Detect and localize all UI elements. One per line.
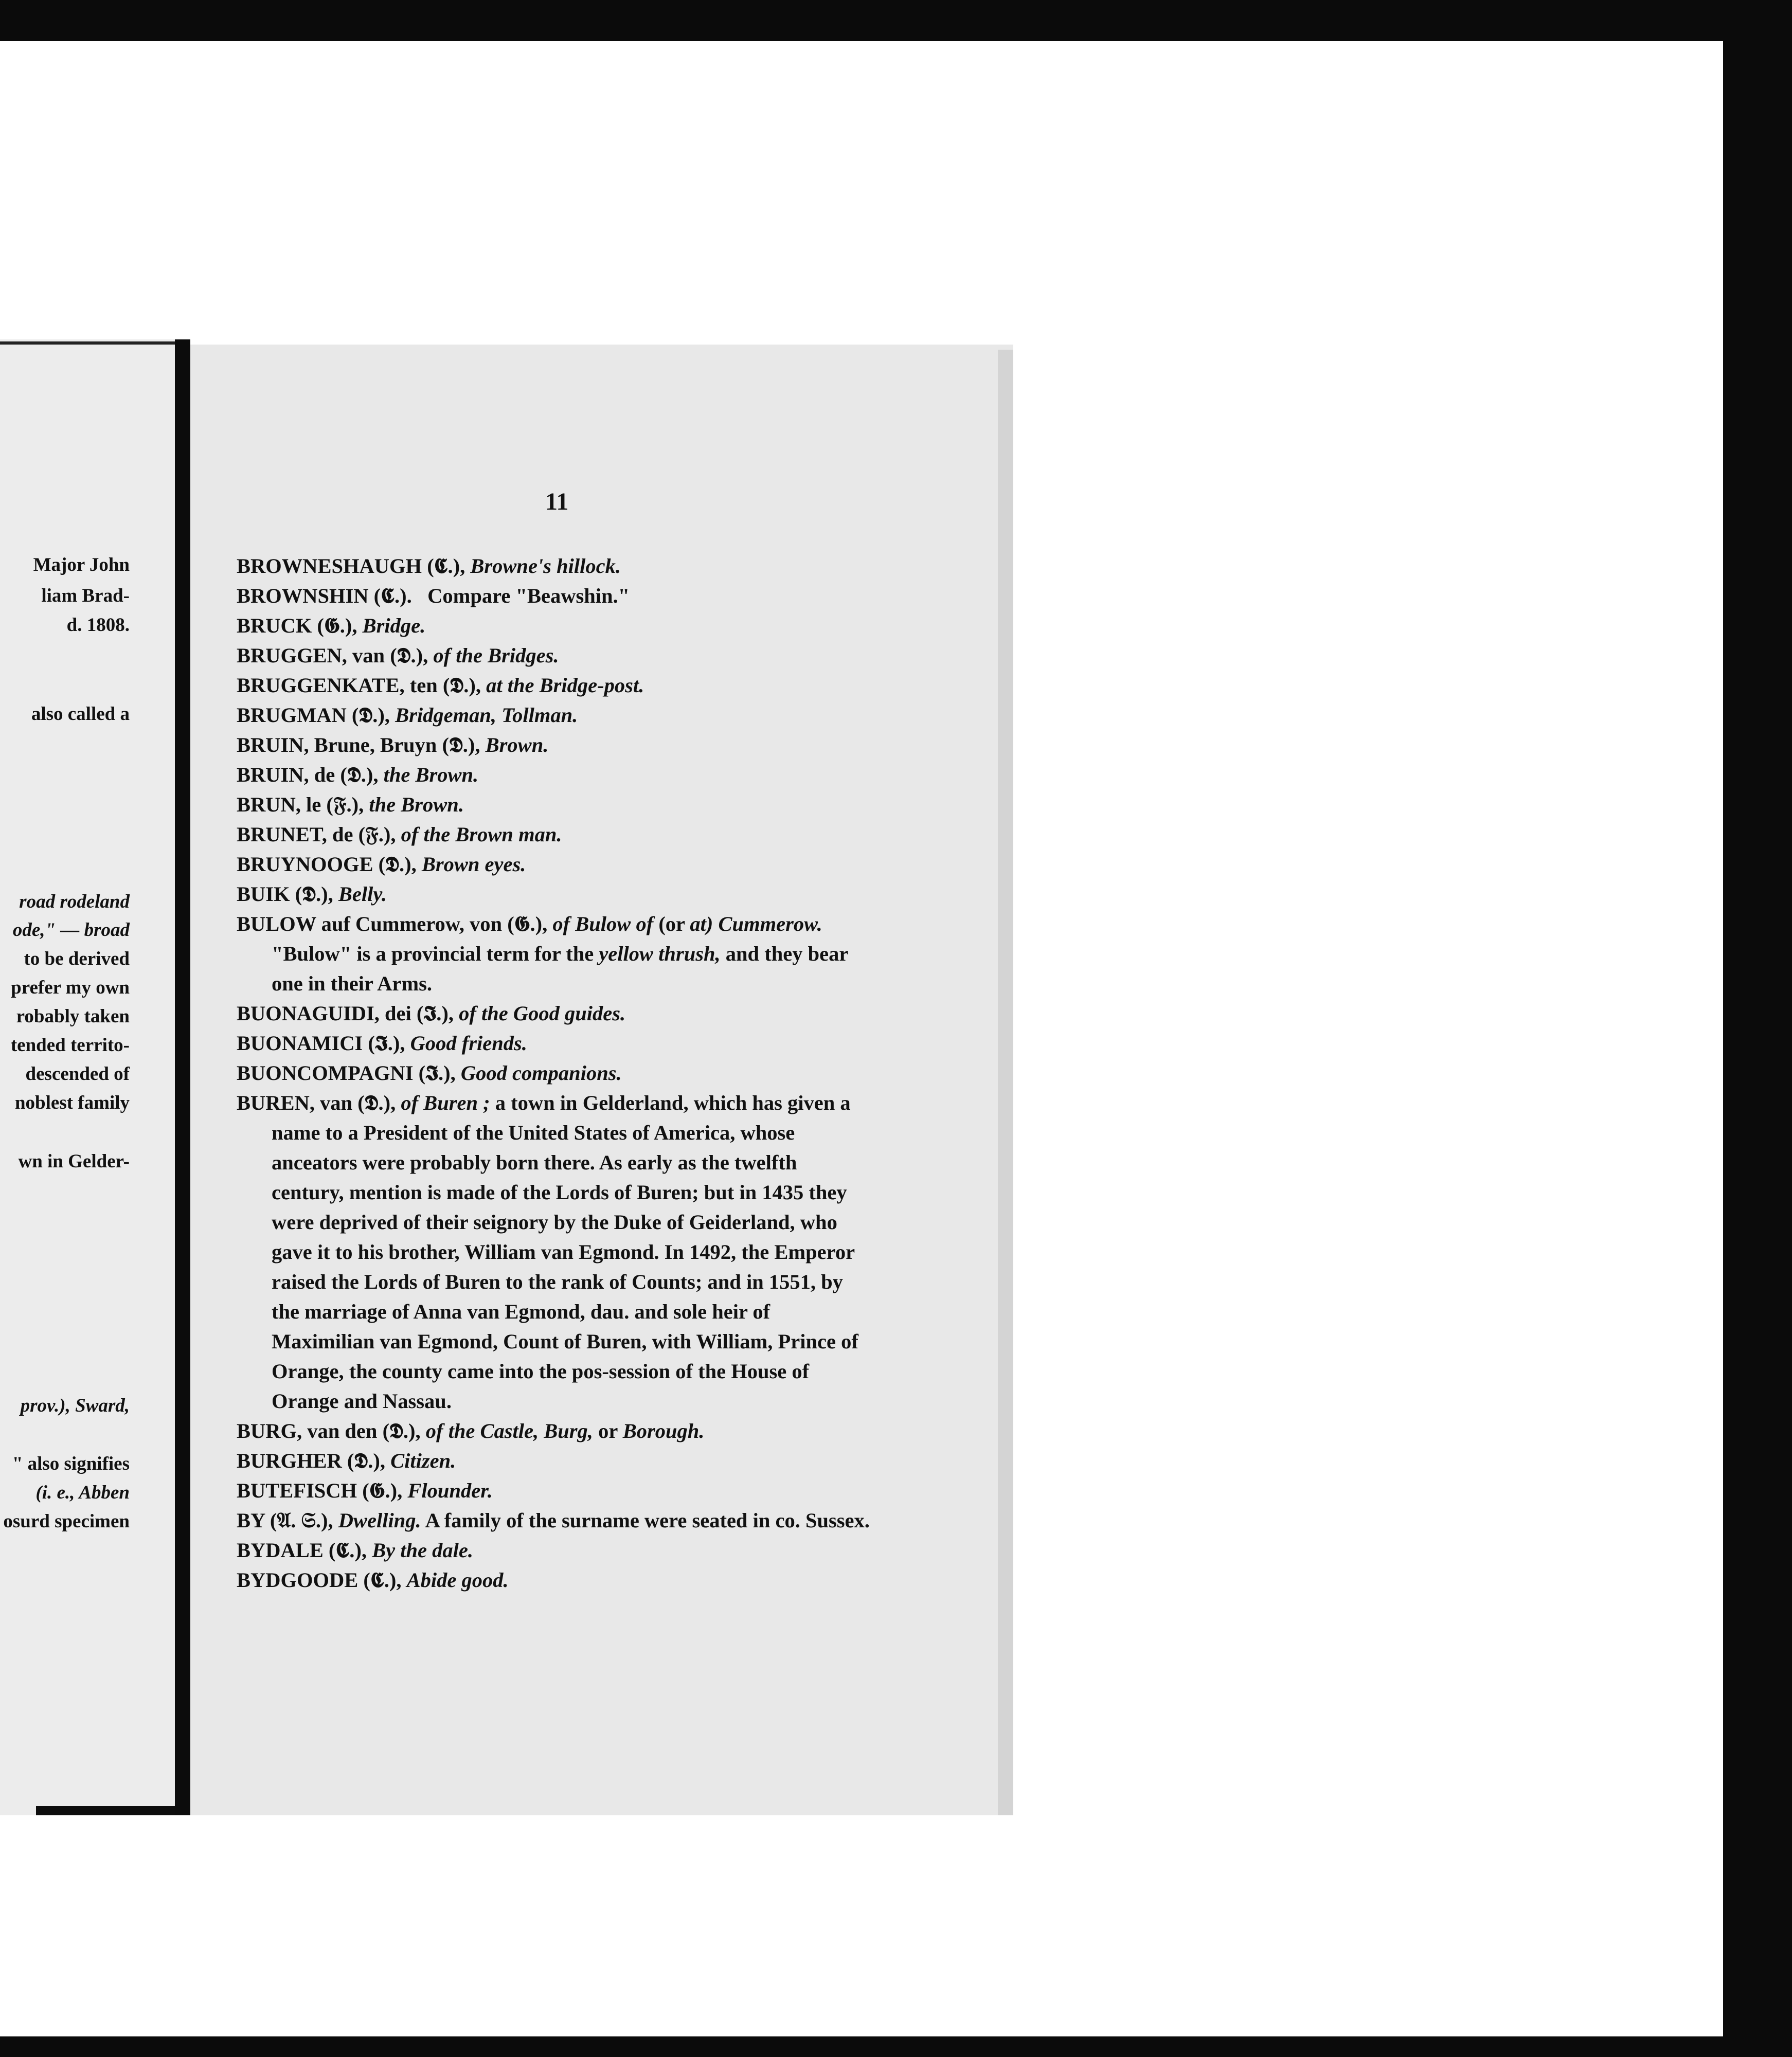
entry — [237, 999, 874, 1028]
entry — [237, 850, 874, 879]
entry-head: BUTEFISCH — [237, 1479, 357, 1502]
entry-language: (𝕮.), — [328, 1539, 367, 1562]
entry-gloss: Abide good. — [406, 1568, 509, 1592]
entry — [237, 641, 874, 671]
left-line: also called a — [31, 703, 130, 725]
entry-gloss: at) — [690, 912, 713, 935]
entry-language: (𝕯.), — [347, 1449, 385, 1472]
entry-gloss: at the Bridge-post. — [486, 674, 644, 697]
entry-head: BRUYNOOGE — [237, 853, 373, 876]
left-page-top-rule — [0, 341, 175, 345]
entry-gloss: Bridgeman, Tollman. — [395, 703, 578, 727]
entry-language: (𝕯.), — [442, 674, 481, 697]
entry — [237, 1476, 874, 1506]
entry-head: BRUGGENKATE, ten — [237, 674, 438, 697]
entry-head: BRUIN, de — [237, 763, 335, 786]
entry-language: (𝕯.), — [357, 1091, 396, 1114]
left-line: robably taken — [16, 1006, 130, 1027]
entry — [237, 820, 874, 850]
left-line: prefer my own — [11, 977, 130, 998]
entry — [237, 1088, 874, 1416]
left-line: tended territo- — [10, 1035, 130, 1056]
entry-language: (𝕲.), — [317, 614, 357, 637]
entry — [237, 760, 874, 790]
entry-gloss: of the Brown man. — [401, 823, 562, 846]
entry — [237, 790, 874, 820]
entry — [237, 1506, 874, 1536]
entry-language: (𝕴.), — [368, 1032, 405, 1055]
entry-gloss: Brown. — [485, 733, 549, 756]
entry-head: BROWNESHAUGH — [237, 554, 422, 578]
entry-language: (𝕯.), — [351, 703, 390, 727]
entry-text: and they bear one in their Arms. — [272, 942, 848, 995]
entry — [237, 1565, 874, 1595]
entry-head: BULOW auf Cummerow, von — [237, 912, 503, 935]
entry-text: A family of the surname were seated in co. Sussex. — [425, 1509, 870, 1532]
left-line: " also signifies — [12, 1453, 130, 1474]
entry-language: (𝔄. 𝔖.), — [270, 1509, 333, 1532]
entry-text: or — [598, 1419, 618, 1442]
entry — [237, 581, 874, 611]
dictionary-entries — [237, 551, 874, 1595]
entry-gloss: of Buren ; — [401, 1091, 490, 1114]
scan-border-top — [0, 0, 1792, 41]
entry — [237, 1536, 874, 1565]
entry — [237, 909, 874, 999]
entry-language: (𝔉.), — [326, 793, 364, 816]
entry-language: (𝕯.), — [295, 882, 333, 906]
entry-language: (𝕯.), — [390, 644, 428, 667]
entry-head: BRUIN, Brune, Bruyn — [237, 733, 437, 756]
entry — [237, 551, 874, 581]
entry-gloss: Good companions. — [460, 1061, 622, 1085]
entry-language: (𝕴.), — [416, 1002, 454, 1025]
left-line: wn in Gelder- — [18, 1151, 130, 1172]
scan-border-right — [1723, 0, 1792, 2057]
entry-gloss: Borough. — [622, 1419, 705, 1442]
entry-gloss: of Bulow of — [552, 912, 654, 935]
entry-gloss: Dwelling. — [338, 1509, 421, 1532]
scan-border-bottom — [0, 2036, 1792, 2057]
entry-gloss: Bridge. — [362, 614, 426, 637]
entry — [237, 700, 874, 730]
entry-language: (𝕯.), — [340, 763, 379, 786]
entry — [237, 879, 874, 909]
entry-language: (𝕴.), — [418, 1061, 456, 1085]
entry-head: BROWNSHIN — [237, 584, 369, 607]
left-line: Major John — [33, 554, 130, 575]
entry-language: (𝕯.), — [378, 853, 417, 876]
left-line: noblest family — [14, 1092, 130, 1113]
page-number: 11 — [545, 488, 569, 515]
entry-head: BRUGMAN — [237, 703, 347, 727]
entry — [237, 1058, 874, 1088]
entry — [237, 730, 874, 760]
entry-gloss: By the dale. — [372, 1539, 473, 1562]
entry-head: BUIK — [237, 882, 290, 906]
entry-gloss: Citizen. — [390, 1449, 456, 1472]
entry-gloss: Good friends. — [410, 1032, 527, 1055]
entry-head: BRUN, le — [237, 793, 321, 816]
entry-gloss: Browne's hillock. — [470, 554, 621, 578]
entry-language: (𝕮.), — [363, 1568, 402, 1592]
left-line: road rodeland — [19, 891, 130, 912]
right-page-edge — [998, 350, 1013, 1815]
entry-language: (𝕯.), — [442, 733, 480, 756]
entry-text: a town in Gelderland, which has given a name to a President of the United States of America, whose anceators were probably born there. As early as the twelfth century, mention is made of the Lords of Buren; but in 1435 they were deprived of their seignory by the Duke of Geiderland, who gave it to his brother, William van Egmond. In 1492, the Emperor raised the Lords of Buren to the rank of Counts; and in 1551, by the marriage of Anna van Egmond, dau. and sole heir of Maximilian van Egmond, Count of Buren, with William, Prince of Orange, the county came into the pos-session of the House of Orange and Nassau. — [272, 1091, 858, 1413]
left-line: (i. e., Abben — [35, 1482, 130, 1503]
entry-language: (𝕲.), — [362, 1479, 403, 1502]
left-line: to be derived — [24, 948, 130, 969]
left-line: ode," — broad — [12, 919, 130, 941]
entry-head: BURG, van den — [237, 1419, 378, 1442]
entry-gloss: yellow thrush, — [599, 942, 721, 965]
entry — [237, 1416, 874, 1446]
entry-text: Compare "Beawshin." — [427, 584, 630, 607]
entry-language: (𝕯.), — [382, 1419, 421, 1442]
entry-head: BYDGOODE — [237, 1568, 359, 1592]
entry-text: "Bulow" is a provincial term for the — [272, 942, 594, 965]
entry-gloss: of the Good guides. — [459, 1002, 626, 1025]
entry-language: (𝕲.), — [507, 912, 548, 935]
entry-head: BRUCK — [237, 614, 312, 637]
entry-language: (𝔉.), — [358, 823, 396, 846]
left-line: prov.), Sward, — [20, 1395, 130, 1416]
left-line: descended of — [25, 1063, 130, 1085]
entry-head: BUREN, van — [237, 1091, 353, 1114]
entry-head: BUONAGUIDI, dei — [237, 1002, 411, 1025]
entry-language: (𝕮.), — [427, 554, 465, 578]
entry — [237, 611, 874, 641]
entry-head: BYDALE — [237, 1539, 324, 1562]
entry — [237, 671, 874, 700]
left-line: liam Brad- — [41, 585, 130, 606]
entry-head: BY — [237, 1509, 265, 1532]
entry-language: (𝕮.). — [373, 584, 412, 607]
entry-head: BURGHER — [237, 1449, 342, 1472]
entry-gloss: the Brown. — [383, 763, 479, 786]
entry-gloss: of the Bridges. — [433, 644, 559, 667]
entry — [237, 1446, 874, 1476]
entry-head: BRUGGEN, van — [237, 644, 385, 667]
entry-gloss: of the Castle, Burg, — [425, 1419, 593, 1442]
entry-gloss: Flounder. — [407, 1479, 493, 1502]
entry-gloss: the Brown. — [369, 793, 464, 816]
entry-head: BRUNET, de — [237, 823, 353, 846]
entry-gloss: Brown eyes. — [421, 853, 526, 876]
entry-head: BUONAMICI — [237, 1032, 363, 1055]
entry-text: (or — [658, 912, 685, 935]
entry — [237, 1028, 874, 1058]
left-line: d. 1808. — [66, 615, 130, 636]
entry-gloss: Cummerow. — [718, 912, 822, 935]
entry-gloss: Belly. — [338, 882, 387, 906]
book-spine — [175, 339, 190, 1815]
entry-head: BUONCOMPAGNI — [237, 1061, 414, 1085]
left-line: osurd specimen — [3, 1511, 130, 1532]
